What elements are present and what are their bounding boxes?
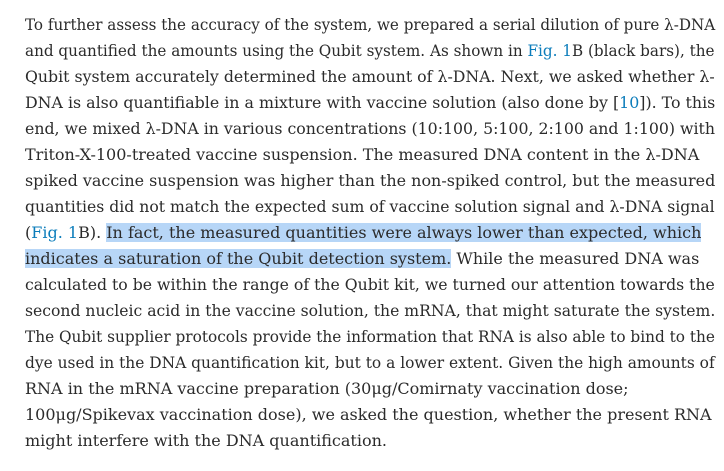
text-line <box>25 12 716 38</box>
citation-link[interactable]: 10 <box>619 93 640 112</box>
text-run: calculated to be within the range of the Qubit kit, we turned our attention towards the <box>25 275 715 294</box>
text-run: dye used in the DNA quantification kit, but to a lower extent. Given the high amounts of <box>25 353 715 372</box>
text-line <box>25 298 716 324</box>
text-line <box>25 38 715 64</box>
text-run: second nucleic acid in the vaccine solution, the mRNA, that might saturate the system. <box>25 301 716 320</box>
text-run: DNA is also quantifiable in a mixture with vaccine solution (also done by [ <box>25 93 620 112</box>
figure-reference-link[interactable]: Fig. 1 <box>527 41 572 60</box>
text-line <box>25 428 715 454</box>
text-run: and quantified the amounts using the Qubit system. As shown in <box>25 41 528 60</box>
text-run: might interfere with the DNA quantification. <box>25 431 387 450</box>
text-run: 100μg/Spikevax vaccination dose), we asked the question, whether the present RNA <box>25 405 712 424</box>
text-line <box>25 90 716 116</box>
text-line <box>25 168 716 194</box>
text-line <box>25 220 715 246</box>
figure-reference-link[interactable]: Fig. 1 <box>31 223 79 242</box>
text-run: end, we mixed λ-DNA in various concentrations (10:100, 5:100, 2:100 and 1:100) with <box>25 119 716 138</box>
selected-text[interactable]: indicates a saturation of the Qubit detection system. <box>25 249 452 268</box>
text-line <box>25 116 716 142</box>
text-run: While the measured DNA was <box>451 249 700 268</box>
text-line <box>25 64 715 90</box>
text-run: Qubit system accurately determined the amount of λ-DNA. Next, we asked whether λ- <box>25 67 715 86</box>
article-page <box>25 12 715 454</box>
text-line <box>25 402 715 428</box>
selected-text[interactable]: In fact, the measured quantities were always lower than expected, which <box>106 223 702 242</box>
text-run: ( <box>25 223 32 242</box>
text-line <box>25 142 715 168</box>
body-paragraph <box>25 12 715 454</box>
text-run: quantities did not match the expected sum of vaccine solution signal and λ-DNA signal <box>25 197 715 216</box>
text-run: Triton-X-100-treated vaccine suspension. The measured DNA content in the λ-DNA <box>25 145 700 164</box>
text-run: B (black bars), the <box>571 41 715 60</box>
text-run: spiked vaccine suspension was higher than the non-spiked control, but the measured <box>25 171 716 190</box>
text-run: ]). To this <box>639 93 716 112</box>
text-line <box>25 194 715 220</box>
text-run: B). <box>78 223 107 242</box>
text-run: The Qubit supplier protocols provide the information that RNA is also able to bind to the <box>25 327 715 346</box>
text-run: To further assess the accuracy of the system, we prepared a serial dilution of pure λ-DNA <box>25 15 716 34</box>
text-line <box>25 324 715 350</box>
text-line <box>25 350 715 376</box>
text-run: RNA in the mRNA vaccine preparation (30μg/Comirnaty vaccination dose; <box>25 379 629 398</box>
text-line <box>25 376 715 402</box>
text-line <box>25 246 715 272</box>
text-line <box>25 272 715 298</box>
